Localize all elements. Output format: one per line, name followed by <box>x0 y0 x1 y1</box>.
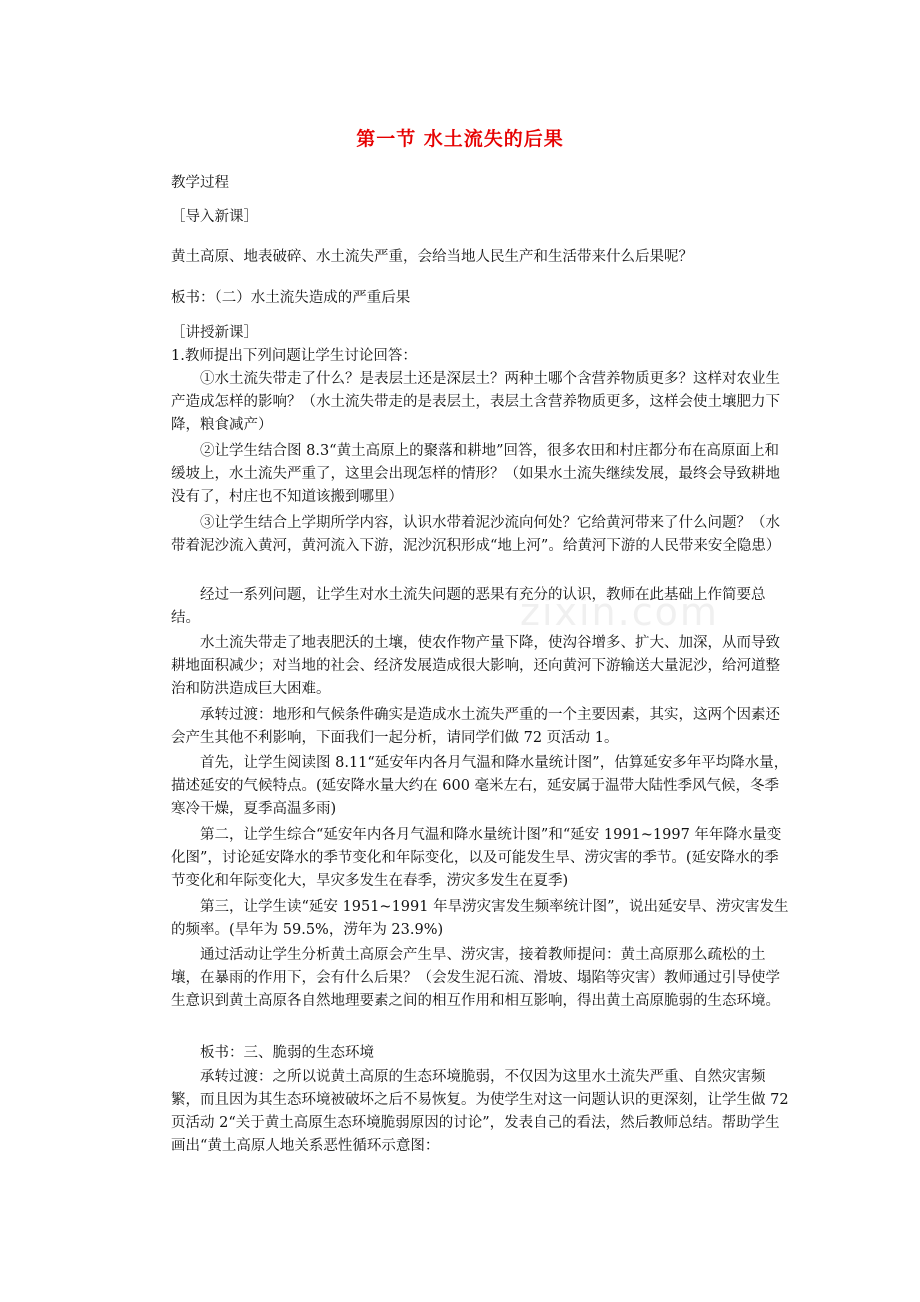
watermark-text: zixin.com <box>520 590 719 634</box>
activity-step-1: 首先，让学生阅读图 8.11“延安年内各月气温和降水量统计图”，估算延安多年平均降水量，描述延安的气候特点。(延安降水量大约在 600 毫米左右，延安属于温带大陆性季风气候，冬季寒冷干燥，夏季高温多雨) <box>171 755 789 817</box>
teacher-questions-intro: 1.教师提出下列问题让学生讨论回答： <box>171 348 417 364</box>
board-note-fragile-environment: 板书：三、脆弱的生态环境 <box>200 1045 374 1061</box>
activity-step-2: 第二，让学生综合“延安年内各月气温和降水量统计图”和“延安 1991~1997 年年降水量变化图”，讨论延安降水的季节变化和年际变化，以及可能发生旱、涝灾害的季节。(延安降水的季节变化和年际变化大，旱灾多发生在春季，涝灾多发生在夏季) <box>171 827 782 889</box>
activity-conclusion: 通过活动让学生分析黄土高原会产生旱、涝灾害，接着教师提问：黄土高原那么疏松的土壤，在暴雨的作用下，会有什么后果？（会发生泥石流、滑坡、塌陷等灾害）教师通过引导使学生意识到黄土高原各自然地理要素之间的相互作用和相互影响，得出黄土高原脆弱的生态环境。 <box>171 947 780 1009</box>
summary-intro: 经过一系列问题，让学生对水土流失问题的恶果有充分的认识，教师在此基础上作简要总结。 <box>171 587 766 626</box>
question-1: ①水土流失带走了什么？是表层土还是深层土？两种土哪个含营养物质更多？这样对农业生产造成怎样的影响？（水土流失带走的是表层土，表层土含营养物质更多，这样会使土壤肥力下降，粮食减产） <box>171 371 780 433</box>
transition-activity-2: 承转过渡：之所以说黄土高原的生态环境脆弱，不仅因为这里水土流失严重、自然灾害频繁，而且因为其生态环境被破坏之后不易恢复。为使学生对这一问题认识的更深刻，让学生做 72 页活动 2“关于黄土高原生态环境脆弱原因的讨论”，发表自己的看法，然后教师总结。帮助学生画出“黄土高原人地关系恶性循环示意图： <box>171 1069 789 1154</box>
intro-question: 黄土高原、地表破碎、水土流失严重，会给当地人民生产和生活带来什么后果呢？ <box>171 249 693 265</box>
board-note-consequences: 板书：（二）水土流失造成的严重后果 <box>171 290 411 306</box>
transition-activity-1: 承转过渡：地形和气候条件确实是造成水土流失严重的一个主要因素，其实，这两个因素还会产生其他不利影响，下面我们一起分析，请同学们做 72 页活动 1。 <box>171 707 780 746</box>
section-heading-intro: ［导入新课］ <box>171 209 258 225</box>
question-3: ③让学生结合上学期所学内容，认识水带着泥沙流向何处？它给黄河带来了什么问题？（水带着泥沙流入黄河，黄河流入下游，泥沙沉积形成“地上河”。给黄河下游的人民带来安全隐患） <box>171 515 781 554</box>
section-heading-new-lesson: ［讲授新课］ <box>171 325 258 341</box>
section-heading-teaching-process: 教学过程 <box>171 175 229 191</box>
activity-step-3: 第三，让学生读“延安 1951~1991 年旱涝灾害发生频率统计图”，说出延安旱、涝灾害发生的频率。(旱年为 59.5%，涝年为 23.9%) <box>171 899 789 938</box>
question-2: ②让学生结合图 8.3“黄土高原上的聚落和耕地”回答，很多农田和村庄都分布在高原面上和缓坡上，水土流失严重了，这里会出现怎样的情形？（如果水土流失继续发展，最终会导致耕地没有了，村庄也不知道该搬到哪里） <box>171 443 780 505</box>
summary-content: 水土流失带走了地表肥沃的土壤，使农作物产量下降，使沟谷增多、扩大、加深，从而导致耕地面积减少；对当地的社会、经济发展造成很大影响，还向黄河下游输送大量泥沙，给河道整治和防洪造成巨大困难。 <box>171 635 780 697</box>
page-title: 第一节 水土流失的后果 <box>356 128 564 150</box>
